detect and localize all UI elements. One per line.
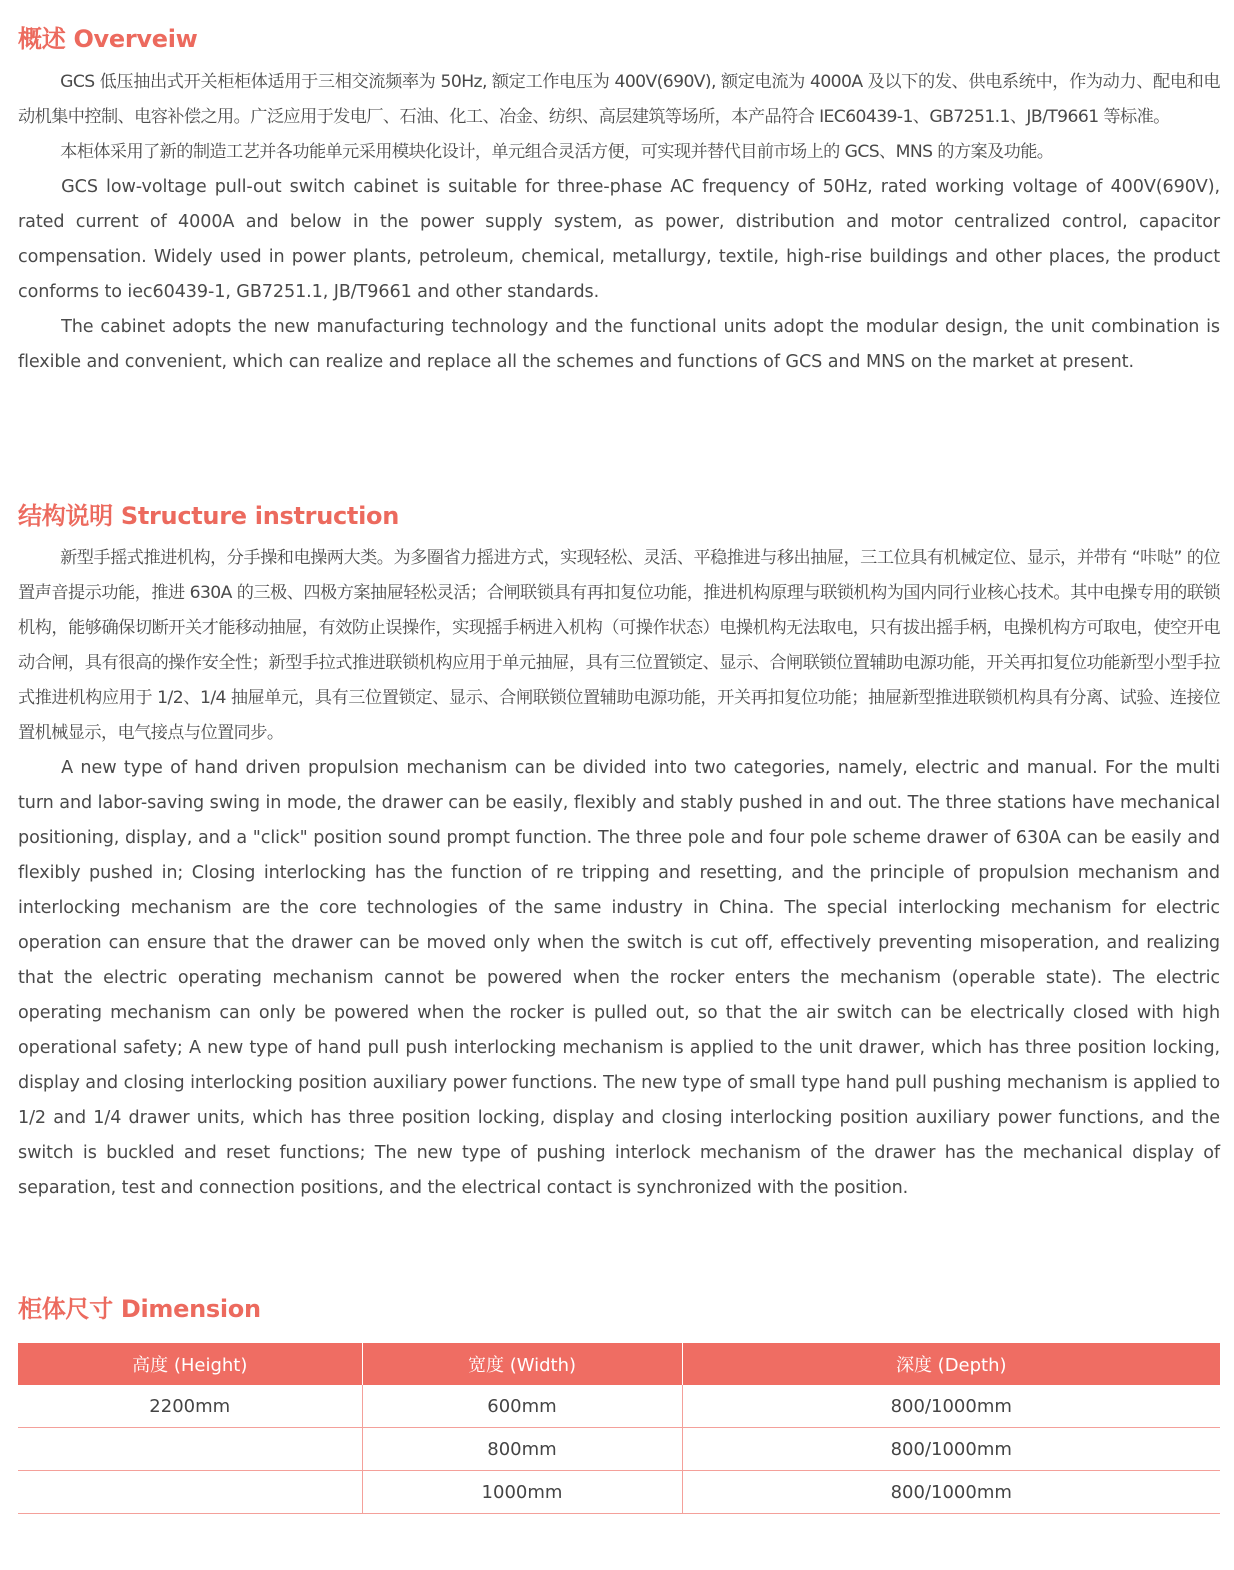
cell-width: 800mm [362, 1428, 682, 1471]
cell-height [18, 1471, 362, 1514]
table-row [18, 1428, 1220, 1471]
structure-heading: 结构说明 Structure instruction [18, 502, 399, 530]
dimension-heading: 柜体尺寸 Dimension [18, 1295, 261, 1323]
overview-paragraph-zh-1: GCS 低压抽出式开关柜柜体适用于三相交流频率为 50Hz, 额定工作电压为 400V(690V), 额定电流为 4000A 及以下的发、供电系统中，作为动力、配电和电动机集中控制、电容补偿之用。广泛应用于发电厂、石油、化工、冶金、纺织、高层建筑等场所，本产品符合 IEC60439-1、GB7251.1、JB/T9661 等标准。 [18, 72, 1220, 127]
cell-depth: 800/1000mm [682, 1385, 1220, 1428]
cell-width: 1000mm [362, 1471, 682, 1514]
header-depth: 深度 (Depth) [682, 1343, 1220, 1385]
cell-height [18, 1428, 362, 1471]
cell-depth: 800/1000mm [682, 1428, 1220, 1471]
table-header-row [18, 1343, 1220, 1385]
header-width: 宽度 (Width) [362, 1343, 682, 1385]
cell-depth: 800/1000mm [682, 1471, 1220, 1514]
table-row [18, 1385, 1220, 1428]
structure-section [18, 541, 1220, 1206]
overview-paragraph-zh-2: 本柜体采用了新的制造工艺并各功能单元采用模块化设计，单元组合灵活方便，可实现并替代目前市场上的 GCS、MNS 的方案及功能。 [60, 142, 1054, 162]
structure-paragraph-zh: 新型手摇式推进机构，分手操和电操两大类。为多圈省力摇进方式，实现轻松、灵活、平稳推进与移出抽屉，三工位具有机械定位、显示，并带有 “咔哒” 的位置声音提示功能，推进 630A 的三极、四极方案抽屉轻松灵活；合闸联锁具有再扣复位功能，推进机构原理与联锁机构为国内同行业核心技术。其中电操专用的联锁机构，能够确保切断开关才能移动抽屉，有效防止误操作，实现摇手柄进入机构（可操作状态）电操机构无法取电，只有拔出摇手柄，电操机构方可取电，使空开电动合闸，具有很高的操作安全性；新型手拉式推进联锁机构应用于单元抽屉，具有三位置锁定、显示、合闸联锁位置辅助电源功能，开关再扣复位功能新型小型手拉式推进机构应用于 1/2、1/4 抽屉单元，具有三位置锁定、显示、合闸联锁位置辅助电源功能，开关再扣复位功能；抽屉新型推进联锁机构具有分离、试验、连接位置机械显示，电气接点与位置同步。 [18, 548, 1220, 743]
overview-paragraph-en-2: The cabinet adopts the new manufacturing technology and the functional units adopt the modular design, the unit combination is flexible and convenient, which can realize and replace all the schemes and functions of GCS and MNS on the market at present. [18, 317, 1220, 372]
overview-heading: 概述 Overveiw [18, 25, 198, 53]
overview-section [18, 65, 1220, 380]
structure-paragraph-en: A new type of hand driven propulsion mechanism can be divided into two categories, namely, electric and manual. For the multi turn and labor-saving swing in mode, the drawer can be easily, flexibly and stably pushed in and out. The three stations have mechanical positioning, display, and a "click" position sound prompt function. The three pole and four pole scheme drawer of 630A can be easily and flexibly pushed in; Closing interlocking has the function of re tripping and resetting, and the principle of propulsion mechanism and interlocking mechanism are the core technologies of the same industry in China. The special interlocking mechanism for electric operation can ensure that the drawer can be moved only when the switch is cut off, effectively preventing misoperation, and realizing that the electric operating mechanism cannot be powered when the rocker enters the mechanism (operable state). The electric operating mechanism can only be powered when the rocker is pulled out, so that the air switch can be electrically closed with high operational safety; A new type of hand pull push interlocking mechanism is applied to the unit drawer, which has three position locking, display and closing interlocking position auxiliary power functions. The new type of small type hand pull pushing mechanism is applied to 1/2 and 1/4 drawer units, which has three position locking, display and closing interlocking position auxiliary power functions, and the switch is buckled and reset functions; The new type of pushing interlock mechanism of the drawer has the mechanical display of separation, test and connection positions, and the electrical contact is synchronized with the position. [18, 758, 1220, 1198]
cell-width: 600mm [362, 1385, 682, 1428]
table-row [18, 1471, 1220, 1514]
overview-paragraph-en-1: GCS low-voltage pull-out switch cabinet is suitable for three-phase AC frequency of 50Hz, rated working voltage of 400V(690V), rated current of 4000A and below in the power supply system, as power, distribution and motor centralized control, capacitor compensation. Widely used in power plants, petroleum, chemical, metallurgy, textile, high-rise buildings and other places, the product conforms to iec60439-1, GB7251.1, JB/T9661 and other standards. [18, 177, 1220, 302]
cell-height: 2200mm [18, 1385, 362, 1428]
header-height: 高度 (Height) [18, 1343, 362, 1385]
dimension-table [18, 1343, 1220, 1514]
